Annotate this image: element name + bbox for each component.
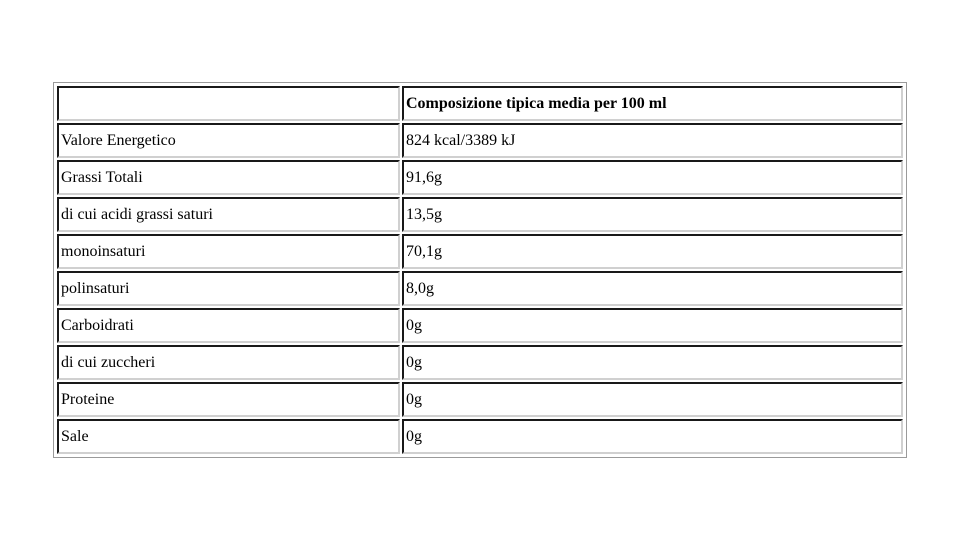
nutrient-label: Carboidrati [57, 308, 400, 343]
nutrient-value: 91,6g [402, 160, 903, 195]
table-row [57, 123, 903, 158]
nutrient-label: Valore Energetico [57, 123, 400, 158]
nutrient-value: 70,1g [402, 234, 903, 269]
table-row [57, 271, 903, 306]
nutrient-label: polinsaturi [57, 271, 400, 306]
table-row [57, 345, 903, 380]
nutrient-label: di cui zuccheri [57, 345, 400, 380]
table-row [57, 382, 903, 417]
table-row [57, 197, 903, 232]
nutrient-value: 0g [402, 382, 903, 417]
header-empty-cell [57, 86, 400, 121]
table-header-row [57, 86, 903, 121]
nutrient-value: 0g [402, 308, 903, 343]
nutrition-table [55, 84, 905, 456]
nutrient-label: di cui acidi grassi saturi [57, 197, 400, 232]
nutrient-label: monoinsaturi [57, 234, 400, 269]
nutrient-value: 13,5g [402, 197, 903, 232]
header-value-cell: Composizione tipica media per 100 ml [402, 86, 903, 121]
table-row [57, 419, 903, 454]
nutrient-value: 0g [402, 419, 903, 454]
nutrition-table-frame [53, 82, 907, 458]
nutrient-value: 824 kcal/3389 kJ [402, 123, 903, 158]
table-row [57, 160, 903, 195]
table-row [57, 234, 903, 269]
nutrient-value: 8,0g [402, 271, 903, 306]
table-row [57, 308, 903, 343]
nutrient-label: Sale [57, 419, 400, 454]
nutrient-label: Grassi Totali [57, 160, 400, 195]
nutrient-value: 0g [402, 345, 903, 380]
nutrient-label: Proteine [57, 382, 400, 417]
